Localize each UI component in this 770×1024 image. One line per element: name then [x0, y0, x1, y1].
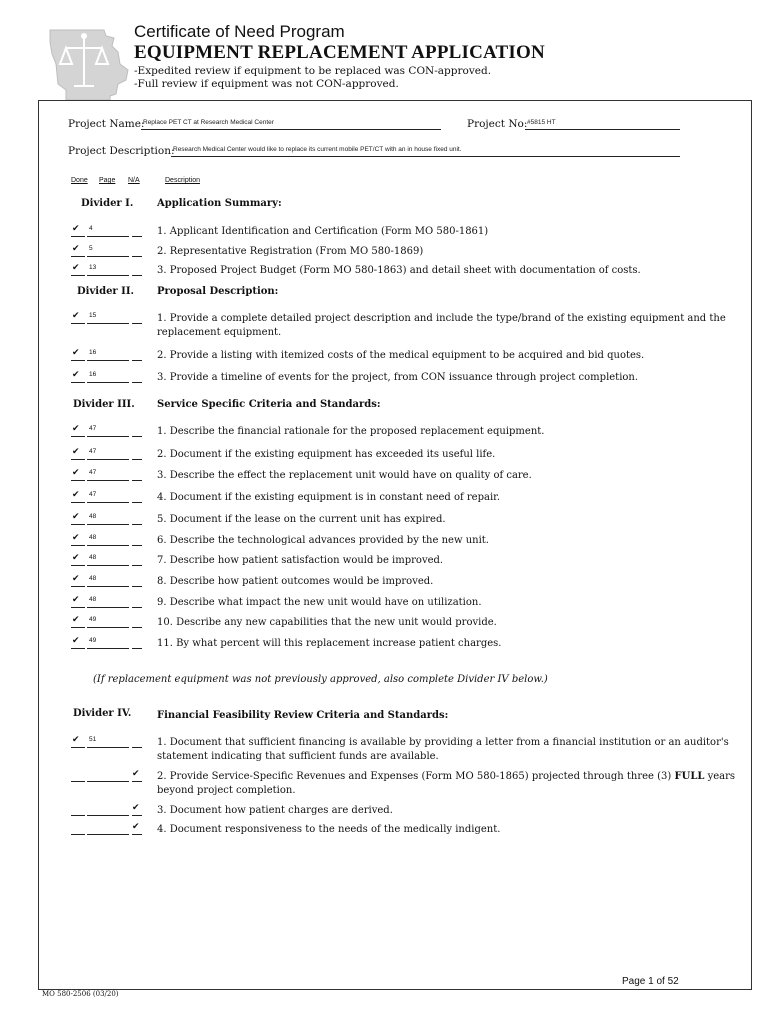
done-checkmark-icon[interactable]: ✔ [72, 244, 80, 254]
done-line [71, 565, 85, 566]
page-reference[interactable]: 49 [89, 616, 97, 623]
page-line [87, 834, 129, 835]
checklist-row [0, 616, 770, 630]
page-reference[interactable]: 48 [89, 554, 97, 561]
checklist-row [0, 534, 770, 548]
na-line [132, 524, 142, 525]
na-line [132, 382, 142, 383]
done-checkmark-icon[interactable]: ✔ [72, 224, 80, 234]
checklist-row [0, 349, 770, 363]
done-checkmark-icon[interactable]: ✔ [72, 512, 80, 522]
page-reference[interactable]: 48 [89, 534, 97, 541]
page-reference[interactable]: 48 [89, 575, 97, 582]
na-line [132, 459, 142, 460]
divider-4-title: Financial Feasibility Review Criteria and Standards: [157, 710, 449, 721]
full-review-note: -Full review if equipment was not CON-approved. [134, 78, 399, 90]
done-checkmark-icon[interactable]: ✔ [72, 348, 80, 358]
done-checkmark-icon[interactable]: ✔ [72, 311, 80, 321]
page-reference[interactable]: 4 [89, 225, 93, 232]
checklist-item-text: 7. Describe how patient satisfaction would be improved. [157, 555, 444, 566]
checklist-item-text: 1. Applicant Identification and Certification (Form MO 580-1861) [157, 226, 489, 237]
checklist-item-text: 2. Document if the existing equipment has exceeded its useful life. [157, 449, 496, 460]
checklist-row [0, 513, 770, 527]
done-line [71, 747, 85, 748]
done-line [71, 256, 85, 257]
checklist-row [0, 225, 770, 239]
page-line [87, 236, 129, 237]
done-checkmark-icon[interactable]: ✔ [72, 553, 80, 563]
project-no-underline [525, 129, 680, 130]
page-reference[interactable]: 51 [89, 736, 97, 743]
page-line [87, 459, 129, 460]
na-line [132, 815, 142, 816]
done-line [71, 360, 85, 361]
done-checkmark-icon[interactable]: ✔ [72, 615, 80, 625]
na-line [132, 747, 142, 748]
expedited-review-note: -Expedited review if equipment to be replaced was CON-approved. [134, 65, 492, 77]
done-checkmark-icon[interactable]: ✔ [72, 424, 80, 434]
page-line [87, 627, 129, 628]
checklist-item-text: 1. Document that sufficient financing is available by providing a letter from a financial institution or an auditor's statement indicating that sufficient funds are available. [157, 737, 729, 762]
na-line [132, 781, 142, 782]
done-line [71, 524, 85, 525]
page-line [87, 781, 129, 782]
page-line [87, 607, 129, 608]
checklist-row [0, 491, 770, 505]
checklist-item-text: 6. Describe the technological advances provided by the new unit. [157, 535, 489, 546]
checklist-item-text: 10. Describe any new capabilities that the new unit would provide. [157, 617, 497, 628]
column-header-description: Description [165, 177, 201, 184]
checklist-item-text: 3. Describe the effect the replacement unit would have on quality of care. [157, 470, 532, 481]
checklist-row [0, 637, 770, 651]
done-line [71, 586, 85, 587]
divider-2-label: Divider II. [77, 286, 135, 297]
emphasis-full: FULL [674, 771, 705, 782]
done-checkmark-icon[interactable]: ✔ [72, 263, 80, 273]
checklist-item-text: 4. Document responsiveness to the needs of the medically indigent. [157, 824, 501, 835]
project-no-label: Project No: [467, 118, 528, 130]
page-reference[interactable]: 48 [89, 596, 97, 603]
na-line [132, 586, 142, 587]
divider-1-label: Divider I. [81, 198, 134, 209]
page-line [87, 545, 129, 546]
checklist-row [0, 469, 770, 483]
done-checkmark-icon[interactable]: ✔ [72, 735, 80, 745]
page-line [87, 480, 129, 481]
checklist-item-text: 2. Provide Service-Specific Revenues and Expenses (Form MO 580-1865) projected through three (3) FULL years beyond project completion. [157, 771, 736, 796]
na-line [132, 834, 142, 835]
checklist-row [0, 823, 770, 837]
done-checkmark-icon[interactable]: ✔ [72, 574, 80, 584]
page-reference[interactable]: 49 [89, 637, 97, 644]
done-checkmark-icon[interactable]: ✔ [72, 490, 80, 500]
done-checkmark-icon[interactable]: ✔ [72, 468, 80, 478]
page-line [87, 360, 129, 361]
done-checkmark-icon[interactable]: ✔ [72, 533, 80, 543]
divider-3-title: Service Specific Criteria and Standards: [157, 399, 381, 410]
column-header-done: Done [71, 177, 88, 184]
na-line [132, 275, 142, 276]
page-line [87, 323, 129, 324]
done-line [71, 815, 85, 816]
page-reference[interactable]: 15 [89, 312, 97, 319]
page-reference[interactable]: 48 [89, 513, 97, 520]
divider-2-title: Proposal Description: [157, 286, 279, 297]
done-line [71, 275, 85, 276]
form-title: EQUIPMENT REPLACEMENT APPLICATION [134, 42, 545, 63]
done-checkmark-icon[interactable]: ✔ [72, 447, 80, 457]
na-line [132, 323, 142, 324]
checklist-row [0, 596, 770, 610]
page-line [87, 256, 129, 257]
done-line [71, 236, 85, 237]
done-checkmark-icon[interactable]: ✔ [72, 370, 80, 380]
checklist-row [0, 554, 770, 568]
page-reference[interactable]: 47 [89, 448, 97, 455]
done-line [71, 627, 85, 628]
done-checkmark-icon[interactable]: ✔ [72, 636, 80, 646]
na-line [132, 648, 142, 649]
checklist-row [0, 448, 770, 462]
checklist-item-text: 3. Provide a timeline of events for the project, from CON issuance through project completion. [157, 372, 639, 383]
project-description-label: Project Description: [68, 145, 175, 157]
page-reference[interactable]: 5 [89, 245, 93, 252]
done-line [71, 436, 85, 437]
project-name-underline [141, 129, 441, 130]
project-no-field[interactable]: #5815 HT [527, 119, 556, 126]
done-line [71, 781, 85, 782]
na-line [132, 436, 142, 437]
done-line [71, 502, 85, 503]
page-reference[interactable]: 47 [89, 425, 97, 432]
checklist-item-text: 1. Provide a complete detailed project description and include the type/brand of the existing equipment and the replacement equipment. [157, 313, 726, 338]
project-name-field[interactable]: Replace PET CT at Research Medical Center [143, 119, 274, 126]
page-line [87, 382, 129, 383]
checklist-row [0, 264, 770, 278]
page-number: Page 1 of 52 [622, 976, 679, 987]
page-line [87, 747, 129, 748]
done-line [71, 480, 85, 481]
done-line [71, 459, 85, 460]
page-reference[interactable]: 16 [89, 349, 97, 356]
form-number: MO 580-2506 (03/20) [42, 990, 119, 998]
checklist-item-text: 11. By what percent will this replacement increase patient charges. [157, 638, 502, 649]
checklist-item-text: 2. Representative Registration (From MO 580-1869) [157, 246, 424, 257]
project-description-underline [171, 156, 680, 157]
checklist-item-text: 1. Describe the financial rationale for the proposed replacement equipment. [157, 426, 545, 437]
done-line [71, 545, 85, 546]
checklist-row [0, 735, 770, 762]
divider-4-label: Divider IV. [73, 708, 132, 719]
project-description-field[interactable]: Research Medical Center would like to replace its current mobile PET/CT with an in house fixed unit. [173, 146, 462, 153]
na-line [132, 627, 142, 628]
page-line [87, 502, 129, 503]
checklist-item-text: 3. Proposed Project Budget (Form MO 580-1863) and detail sheet with documentation of costs. [157, 265, 641, 276]
na-line [132, 565, 142, 566]
page-line [87, 815, 129, 816]
na-line [132, 545, 142, 546]
page-reference[interactable]: 13 [89, 264, 97, 271]
na-checkmark-icon[interactable]: ✔ [132, 803, 140, 813]
page-line [87, 275, 129, 276]
divider-iv-instruction: (If replacement equipment was not previously approved, also complete Divider IV below.) [93, 674, 548, 685]
done-line [71, 607, 85, 608]
checklist-row [0, 245, 770, 259]
na-checkmark-icon[interactable]: ✔ [132, 822, 140, 832]
na-line [132, 480, 142, 481]
page-line [87, 586, 129, 587]
checklist-item-text: 3. Document how patient charges are derived. [157, 805, 393, 816]
done-line [71, 323, 85, 324]
done-line [71, 648, 85, 649]
divider-1-title: Application Summary: [157, 198, 282, 209]
column-header-page: Page [99, 177, 116, 184]
page-reference[interactable]: 47 [89, 469, 97, 476]
checklist-item-text: 8. Describe how patient outcomes would be improved. [157, 576, 434, 587]
page-reference[interactable]: 16 [89, 371, 97, 378]
na-line [132, 607, 142, 608]
na-line [132, 502, 142, 503]
checklist-row [0, 575, 770, 589]
page-line [87, 524, 129, 525]
page-reference[interactable]: 47 [89, 491, 97, 498]
program-name: Certificate of Need Program [134, 22, 345, 41]
na-checkmark-icon[interactable]: ✔ [132, 769, 140, 779]
checklist-item-text: 2. Provide a listing with itemized costs of the medical equipment to be acquired and bid quotes. [157, 350, 645, 361]
na-line [132, 360, 142, 361]
checklist-row [0, 425, 770, 439]
checklist-item-text: 9. Describe what impact the new unit would have on utilization. [157, 597, 482, 608]
na-line [132, 256, 142, 257]
divider-3-label: Divider III. [73, 399, 135, 410]
missouri-seal-logo [44, 24, 132, 104]
checklist-row [0, 804, 770, 818]
page-line [87, 436, 129, 437]
checklist-row [0, 371, 770, 385]
checklist-row [0, 311, 770, 338]
na-line [132, 236, 142, 237]
project-name-label: Project Name: [68, 118, 145, 130]
done-line [71, 834, 85, 835]
checklist-row [0, 769, 770, 796]
page-line [87, 648, 129, 649]
checklist-item-text: 4. Document if the existing equipment is in constant need of repair. [157, 492, 501, 503]
done-checkmark-icon[interactable]: ✔ [72, 595, 80, 605]
checklist-item-text: 5. Document if the lease on the current unit has expired. [157, 514, 446, 525]
column-header-na: N/A [128, 177, 140, 184]
done-line [71, 382, 85, 383]
page-line [87, 565, 129, 566]
